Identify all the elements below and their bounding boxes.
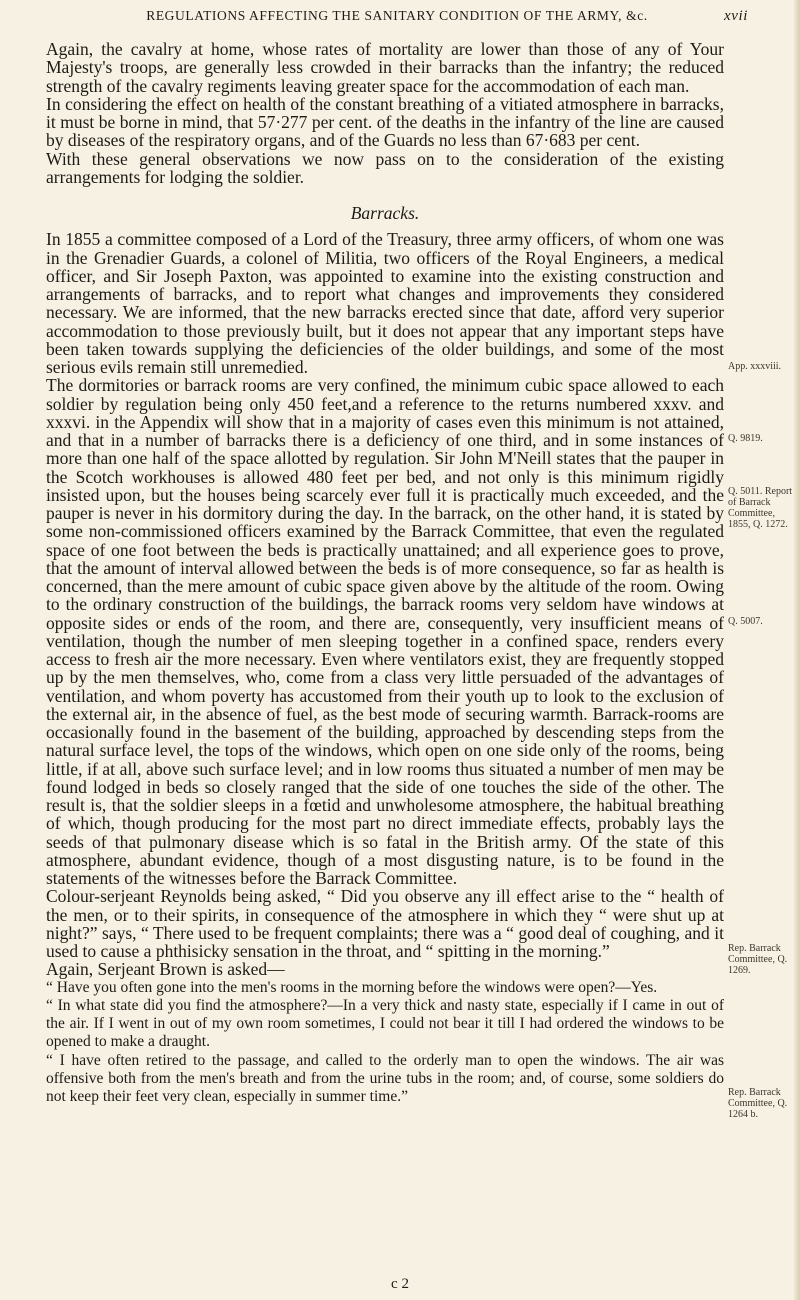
quote-line: “ I have often retired to the passage, and called to the orderly man to open the windows. The air was offensive both from the men's breath and from the urine tubs in the room; and, of course, some soldiers do not keep their feet very clean, especially in summer time.”	[46, 1051, 724, 1105]
body-text	[46, 40, 724, 1106]
running-title: REGULATIONS AFFECTING THE SANITARY CONDITION OF THE ARMY, &c.	[146, 8, 648, 23]
margin-note: Q. 9819.	[728, 433, 763, 444]
margin-note: Q. 5011. Report of Barrack Committee, 1855, Q. 1272.	[728, 486, 793, 530]
paragraph: Again, Serjeant Brown is asked—	[46, 959, 285, 980]
section-title: Barracks.	[350, 203, 420, 223]
paragraph: Colour-serjeant Reynolds being asked, “ Did you observe any ill effect arise to the “ health of the men, or to their spirits, in consequence of the atmosphere in which they “ were shut up at night?” says, “ There used to be frequent complaints; there was a “ good deal of coughing, and it used to cause a phthisicky sensation in the throat, and “ spitting in the morning.”	[46, 886, 724, 961]
running-head	[46, 8, 748, 24]
margin-note: Rep. Barrack Committee, Q. 1269.	[728, 943, 788, 976]
margin-note: App. xxxviii.	[728, 361, 782, 372]
signature-mark: c 2	[391, 1276, 409, 1292]
quote-line: “ Have you often gone into the men's rooms in the morning before the windows were open?—Yes.	[46, 978, 658, 996]
margin-note: Rep. Barrack Committee, Q. 1264 b.	[728, 1087, 788, 1120]
page-edge	[794, 0, 800, 1300]
margin-note: Q. 5007.	[728, 616, 763, 627]
paragraph: With these general observations we now pass on to the consideration of the existing arrangements for lodging the soldier.	[46, 148, 724, 187]
paragraph: In 1855 a committee composed of a Lord of the Treasury, three army officers, of whom one was in the Grenadier Guards, a colonel of Militia, two officers of the Royal Engineers, a medical officer, and Sir Joseph Paxton, was appointed to examine into the existing construction and arrangements of barracks, and to report what changes and improvements they considered necessary. We are informed, that the new barracks erected since that date, afford very superior accommodation to those previously built, but it does not appear that any important steps have been taken towards supplying the deficiencies of the older buildings, and some of the most serious evils remain still unremedied.	[46, 229, 724, 377]
page-number: xvii	[723, 8, 748, 24]
paragraph: In considering the effect on health of the constant breathing of a vitiated atmosphere in barracks, it must be borne in mind, that 57·277 per cent. of the deaths in the infantry of the line are caused by diseases of the respiratory organs, and of the Guards no less than 67·683 per cent.	[46, 93, 724, 151]
paragraph: The dormitories or barrack rooms are very confined, the minimum cubic space allowed to each soldier by regulation being only 450 feet,and a reference to the returns numbered xxxv. and xxxvi. in the Appendix will show that in a majority of cases even this minimum is not attained, and that in a number of barracks there is a deficiency of one third, and in some instances of more than one half of the space allotted by regulation. Sir John M'Neill states that the pauper in the Scotch workhouses is allowed 480 feet per bed, and not only is this minimum rigidly insisted upon, but the houses being scarcely ever full it is practically much exceeded, and the pauper is never in his dormitory during the day. In the barrack, on the other hand, it is stated by some non-commissioned officers examined by the Barrack Committee, that even the regulated space of one foot between the beds is practically unattained; and all experience goes to prove, that the amount of interval allowed between the beds is of more consequence, so far as health is concerned, than the mere amount of cubic space given above by the altitude of the room. Owing to the ordinary construction of the buildings, the barrack rooms very seldom have windows at opposite sides or ends of the room, and there are, consequently, very insufficient means of ventilation, though the number of men sleeping together in a confined space, renders every access to fresh air the more necessary. Even where ventilators exist, they are frequently stopped up by the men themselves, who, come from a class very little persuaded of the advantages of ventilation, and whom poverty has accustomed from their youth up to look to the exclusion of the external air, in the absence of fuel, as the best mode of securing warmth. Barrack-rooms are occasionally found in the basement of the building, approached by descending steps from the natural surface level, the tops of the windows, which open on one side only of the rooms, being little, if at all, above such surface level; and in low rooms thus situated a number of men may be found lodged in beds so closely ranged that the side of one touches the side of the other. The result is, that the soldier sleeps in a fœtid and unwholesome atmosphere, the habitual breathing of which, though producing for the most part no direct immediate effects, probably lays the seeds of that pulmonary disease which is so fatal in the British army. Of the state of this atmosphere, abundant evidence, though of a most disgusting nature, is to be found in the statements of the witnesses before the Barrack Committee.	[46, 375, 724, 888]
paragraph: Again, the cavalry at home, whose rates of mortality are lower than those of any of Your Majesty's troops, are generally less crowded in their barracks than the infantry; the reduced strength of the cavalry regiments leaving greater space for the accommodation of each man.	[46, 39, 724, 96]
quote-line: “ In what state did you find the atmosphere?—In a very thick and nasty state, especially if I came in out of the air. If I went in out of my own room sometimes, I could not bear it till I had ordered the windows to be opened to make a draught.	[46, 996, 724, 1051]
